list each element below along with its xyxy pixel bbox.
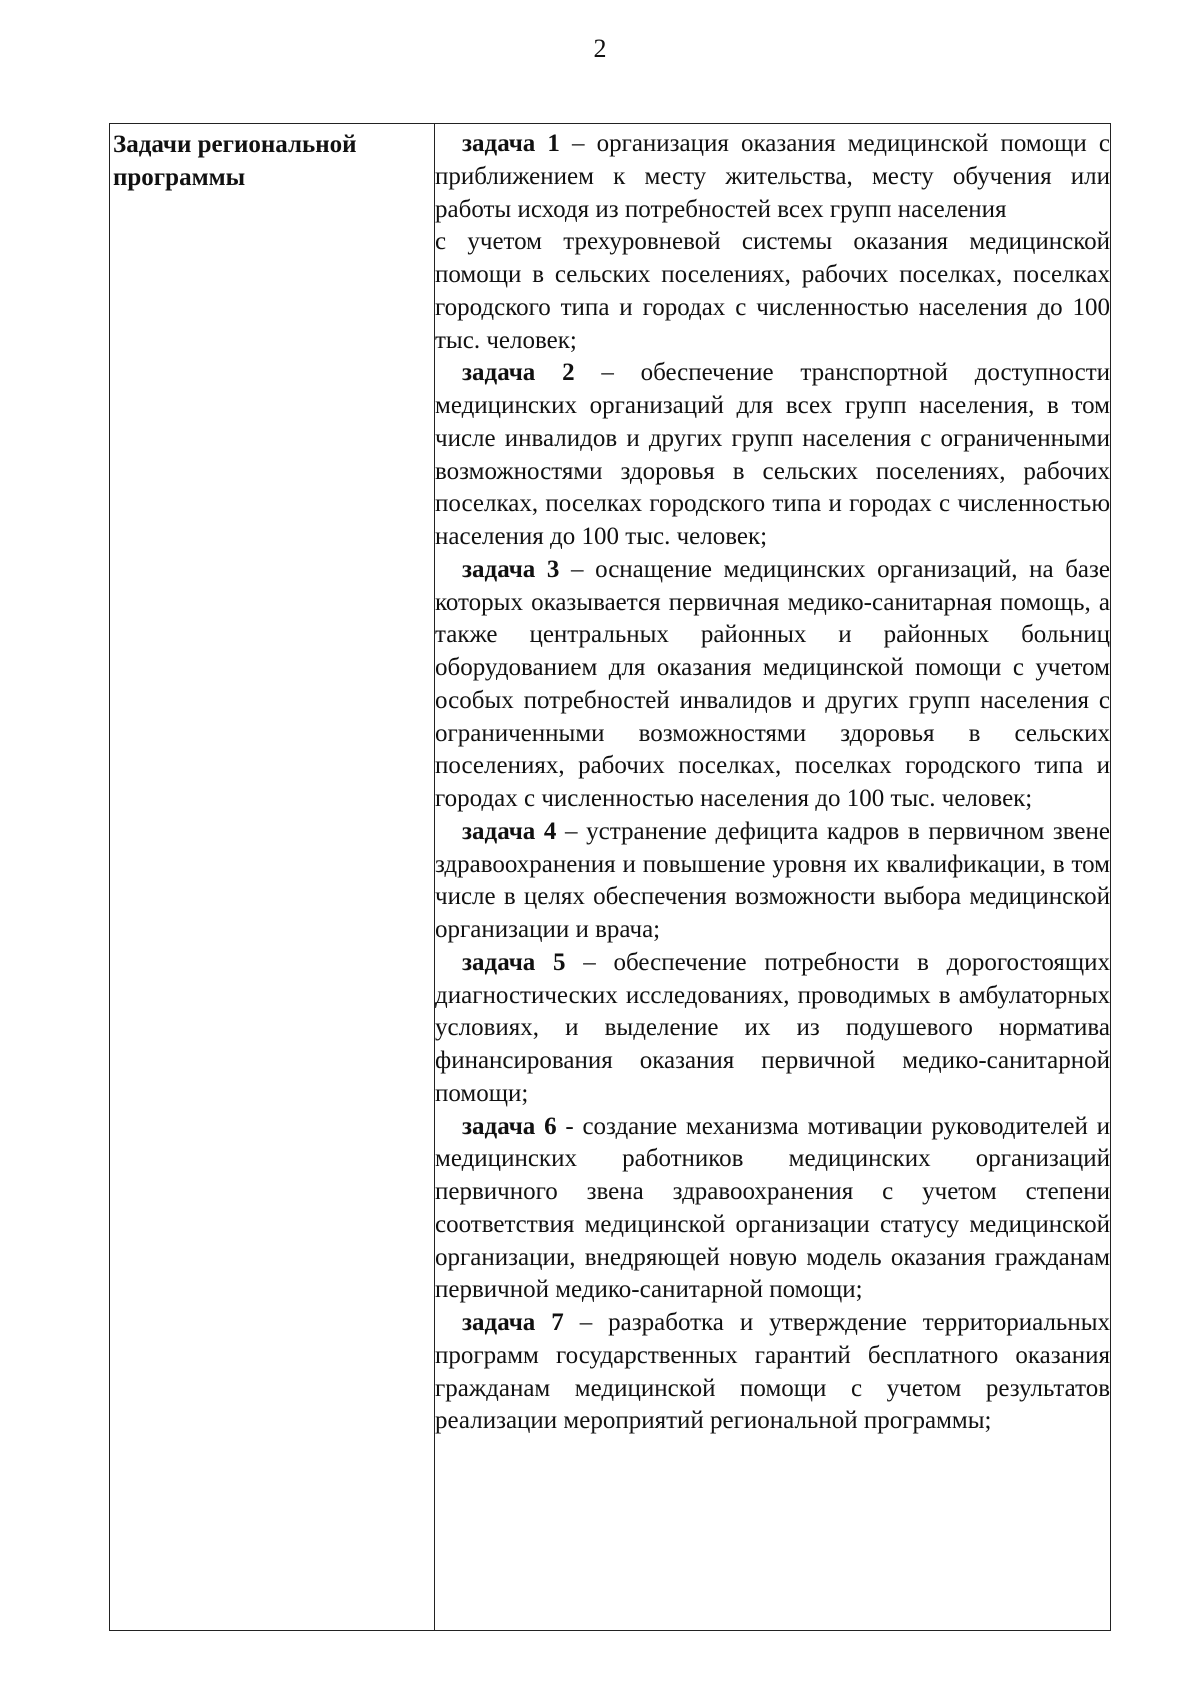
task-text: – организация оказания медицинской помощи с приближением к месту жительства, месту обучения или работы исходя из потребностей всех групп населения (435, 130, 1110, 223)
task-text: – устранение дефицита кадров в первичном звене здравоохранения и повышение уровня их квалификации, в том числе в целях обеспечения возможности выбора медицинской организации и врача; (435, 817, 1111, 943)
task-text: – обеспечение потребности в дорогостоящих диагностических исследованиях, проводимых в амбулаторных условиях, и выделение их из подушевого норматива финансирования оказания первичной медико-санитарной помощи; (435, 948, 1110, 1107)
task-item-7 (435, 1307, 1110, 1438)
task-label: задача 6 (462, 1112, 557, 1140)
task-item-6 (435, 1111, 1110, 1308)
task-label: задача 3 (462, 555, 560, 583)
task-text: – обеспечение транспортной доступности медицинских организаций для всех групп населения, в том числе инвалидов и других групп населения с ограниченными возможностями здоровья в сельских поселениях, рабочих поселках, поселках городского типа и городах с численностью населения до 100 тыс. человек; (435, 359, 1111, 550)
task-item-1 (435, 128, 1110, 357)
program-tasks-table (109, 123, 1111, 1631)
task-label: задача 7 (462, 1309, 564, 1336)
task-label: задача 1 (462, 130, 560, 157)
task-item-4 (435, 816, 1110, 947)
page-number: 2 (593, 34, 607, 63)
row-heading: Задачи региональной программы (113, 131, 357, 191)
task-item-5 (435, 947, 1110, 1111)
task-item-2 (435, 357, 1110, 554)
task-item-3 (435, 554, 1110, 816)
task-label: задача 5 (462, 948, 566, 976)
table-right-column (435, 124, 1110, 1630)
task-text: – оснащение медицинских организаций, на базе которых оказывается первичная медико-санитарная помощь, а также центральных районных и районных больниц оборудованием для оказания медицинской помощи с учетом особых потребностей инвалидов и других групп населения с ограниченными возможностями здоровья в сельских поселениях, рабочих поселках, поселках городского типа и городах с численностью населения до 100 тыс. человек; (435, 555, 1110, 812)
task-label: задача 4 (462, 817, 557, 845)
task-text: – разработка и утверждение территориальных программ государственных гарантий бесплатного оказания гражданам медицинской помощи с учетом результатов реализации мероприятий региональной программы; (435, 1309, 1110, 1435)
task-text-continuation: с учетом трехуровневой системы оказания медицинской помощи в сельских поселениях, рабочих поселках, поселках городского типа и городах с численностью населения до 100 тыс. человек; (435, 228, 1110, 354)
task-text: - создание механизма мотивации руководителей и медицинских работников медицинских организаций первичного звена здравоохранения с учетом степени соответствия медицинской организации статусу медицинской организации, внедряющей новую модель оказания гражданам первичной медико-санитарной помощи; (435, 1112, 1111, 1304)
table-left-column (110, 124, 435, 1630)
task-label: задача 2 (462, 359, 575, 387)
